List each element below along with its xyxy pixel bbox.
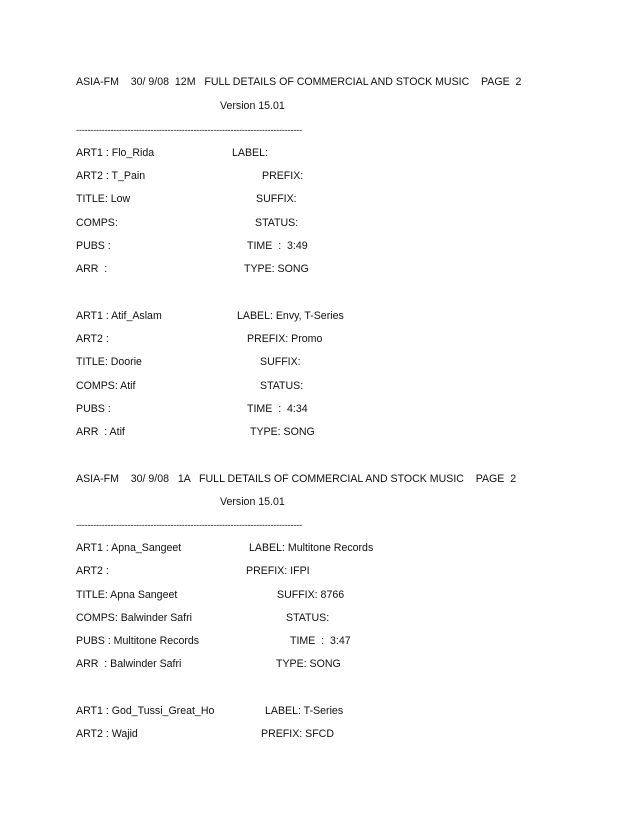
status-field: STATUS:: [286, 612, 330, 624]
pubs-field: PUBS :: [76, 240, 111, 252]
art1-field: ART1 : Atif_Aslam: [76, 310, 162, 322]
suffix-field: SUFFIX:: [256, 193, 297, 205]
version-text: Version 15.01: [220, 496, 285, 508]
label-field: LABEL:: [232, 147, 268, 159]
label-field: LABEL: T-Series: [265, 705, 344, 717]
time-field: TIME : 3:49: [247, 240, 308, 252]
divider: -------------------------------------------------------------------------------: [76, 520, 302, 530]
prefix-field: PREFIX: SFCD: [261, 728, 334, 740]
prefix-field: PREFIX:: [262, 170, 304, 182]
comps-field: COMPS: Atif: [76, 380, 136, 392]
prefix-field: PREFIX: Promo: [247, 333, 323, 345]
report-header: ASIA-FM 30/ 9/08 1A FULL DETAILS OF COMMERCIAL AND STOCK MUSIC PAGE 2: [76, 473, 517, 485]
suffix-field: SUFFIX:: [260, 356, 301, 368]
art2-field: ART2 : Wajid: [76, 728, 138, 740]
art1-field: ART1 : Apna_Sangeet: [76, 542, 182, 554]
art2-field: ART2 :: [76, 565, 109, 577]
pubs-field: PUBS :: [76, 403, 111, 415]
comps-field: COMPS: Balwinder Safri: [76, 612, 192, 624]
time-field: TIME : 4:34: [247, 403, 308, 415]
version-text: Version 15.01: [220, 100, 285, 112]
status-field: STATUS:: [255, 217, 299, 229]
arr-field: ARR : Balwinder Safri: [76, 658, 182, 670]
suffix-field: SUFFIX: 8766: [277, 589, 345, 601]
report-header: ASIA-FM 30/ 9/08 12M FULL DETAILS OF COMMERCIAL AND STOCK MUSIC PAGE 2: [76, 76, 522, 88]
pubs-field: PUBS : Multitone Records: [76, 635, 200, 647]
status-field: STATUS:: [260, 380, 304, 392]
title-field: TITLE: Apna Sangeet: [76, 589, 178, 601]
arr-field: ARR :: [76, 263, 108, 275]
arr-field: ARR : Atif: [76, 426, 125, 438]
comps-field: COMPS:: [76, 217, 118, 229]
art2-field: ART2 : T_Pain: [76, 170, 146, 182]
title-field: TITLE: Low: [76, 193, 131, 205]
time-field: TIME : 3:47: [290, 635, 351, 647]
type-field: TYPE: SONG: [250, 426, 315, 438]
divider: -------------------------------------------------------------------------------: [76, 125, 302, 135]
type-field: TYPE: SONG: [276, 658, 341, 670]
art2-field: ART2 :: [76, 333, 109, 345]
art1-field: ART1 : Flo_Rida: [76, 147, 155, 159]
title-field: TITLE: Doorie: [76, 356, 142, 368]
type-field: TYPE: SONG: [244, 263, 309, 275]
label-field: LABEL: Multitone Records: [249, 542, 374, 554]
art1-field: ART1 : God_Tussi_Great_Ho: [76, 705, 215, 717]
label-field: LABEL: Envy, T-Series: [237, 310, 344, 322]
prefix-field: PREFIX: IFPI: [246, 565, 310, 577]
